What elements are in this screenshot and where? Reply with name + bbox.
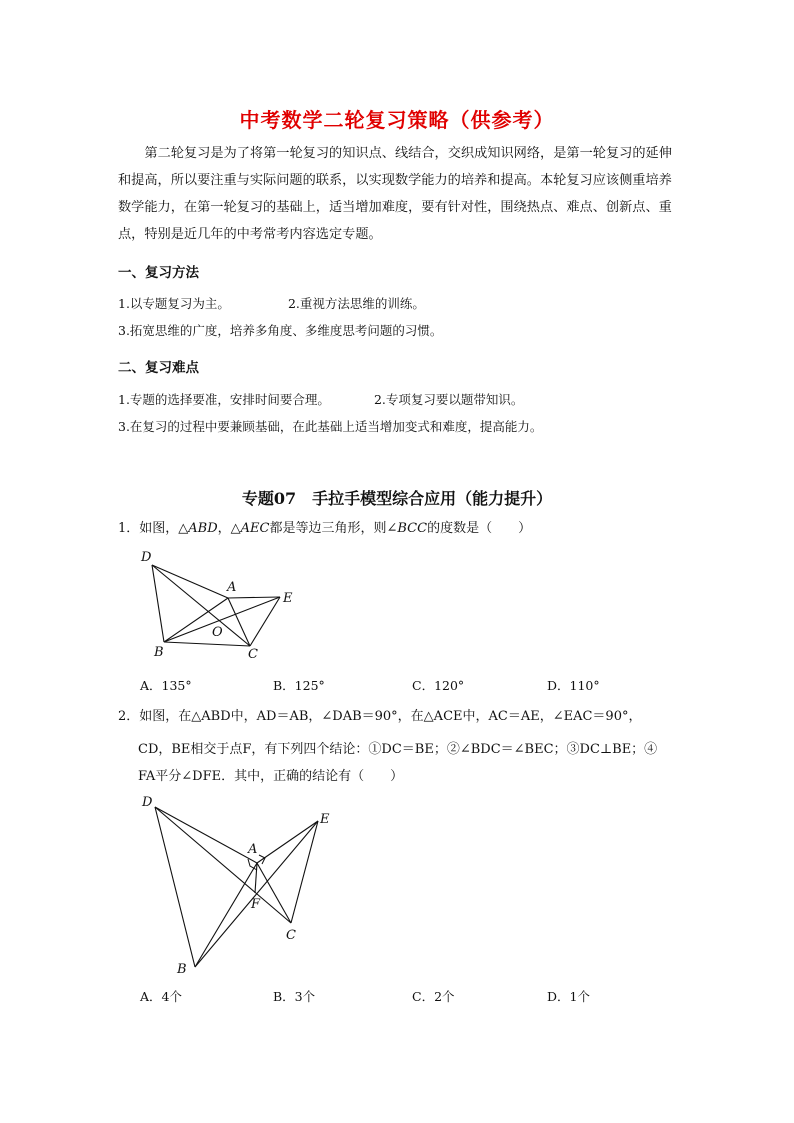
label-d: D [142,795,153,810]
methods-item-3: 3.拓宽思维的广度，培养多角度、多维度思考问题的习惯。 [118,323,443,338]
methods-item-1: 1.以专题复习为主。 [118,296,230,311]
q2-option-d[interactable]: D．1个 [547,989,590,1004]
methods-item-2: 2.重视方法思维的训练。 [287,296,425,311]
label-c: C [248,647,258,662]
q2-option-c[interactable]: C．2个 [412,989,455,1004]
q2-option-a[interactable]: A．4个 [140,989,182,1004]
difficulties-item-1: 1.专题的选择要准，安排时间要合理。 [118,392,330,407]
topic-title: 专题07 手拉手模型综合应用（能力提升） [241,489,553,508]
section-heading-difficulties: 二、复习难点 [118,360,199,376]
label-a: A [248,842,258,857]
question-1-text: 1．如图，△ABD，△AEC都是等边三角形，则∠BCC的度数是（ ） [118,521,532,536]
q1-option-d[interactable]: D．110° [547,678,600,693]
question-2-line-1: 2．如图，在△ABD中，AD＝AB，∠DAB＝90°，在△ACE中，AC＝AE，∠EAC＝90°， [118,709,642,724]
question-2-line-3: FA平分∠DFE．其中，正确的结论有（ ） [138,769,404,784]
intro-paragraph: 第二轮复习是为了将第一轮复习的知识点、线结合，交织成知识网络，是第一轮复习的延伸和提高，所以要注重与实际问题的联系，以实现数学能力的培养和提高。本轮复习应该侧重培养数学能力，在第一轮复习的基础上，适当增加难度，要有针对性，围绕热点、难点、创新点、重点，特别是近几年的中考常考内容选定专题。 [118,146,672,242]
question-2-figure [135,793,345,978]
difficulties-line-1 [118,390,523,408]
label-f: F [251,897,261,912]
section-heading-methods: 一、复习方法 [118,265,199,281]
label-a: A [227,580,237,595]
label-e: E [320,812,330,827]
q2-option-b[interactable]: B．3个 [273,989,316,1004]
label-d: D [141,550,152,565]
label-e: E [283,591,293,606]
difficulties-item-2: 2.专项复习要以题带知识。 [373,392,524,407]
methods-line-1 [118,294,425,312]
page-title: 中考数学二轮复习策略（供参考） [239,108,555,132]
label-c: C [286,928,296,943]
q1-option-b[interactable]: B．125° [273,678,325,693]
question-1-figure [130,545,310,665]
question-2-line-2: CD，BE相交于点F，有下列四个结论：①DC＝BE；②∠BDC＝∠BEC；③DC⊥BE；④ [138,742,658,757]
label-o: O [212,625,223,640]
q1-option-c[interactable]: C．120° [412,678,465,693]
label-b: B [177,962,187,977]
label-b: B [154,645,164,660]
difficulties-item-3: 3.在复习的过程中要兼顾基础，在此基础上适当增加变式和难度，提高能力。 [118,419,543,434]
q1-option-a[interactable]: A．135° [140,678,192,693]
